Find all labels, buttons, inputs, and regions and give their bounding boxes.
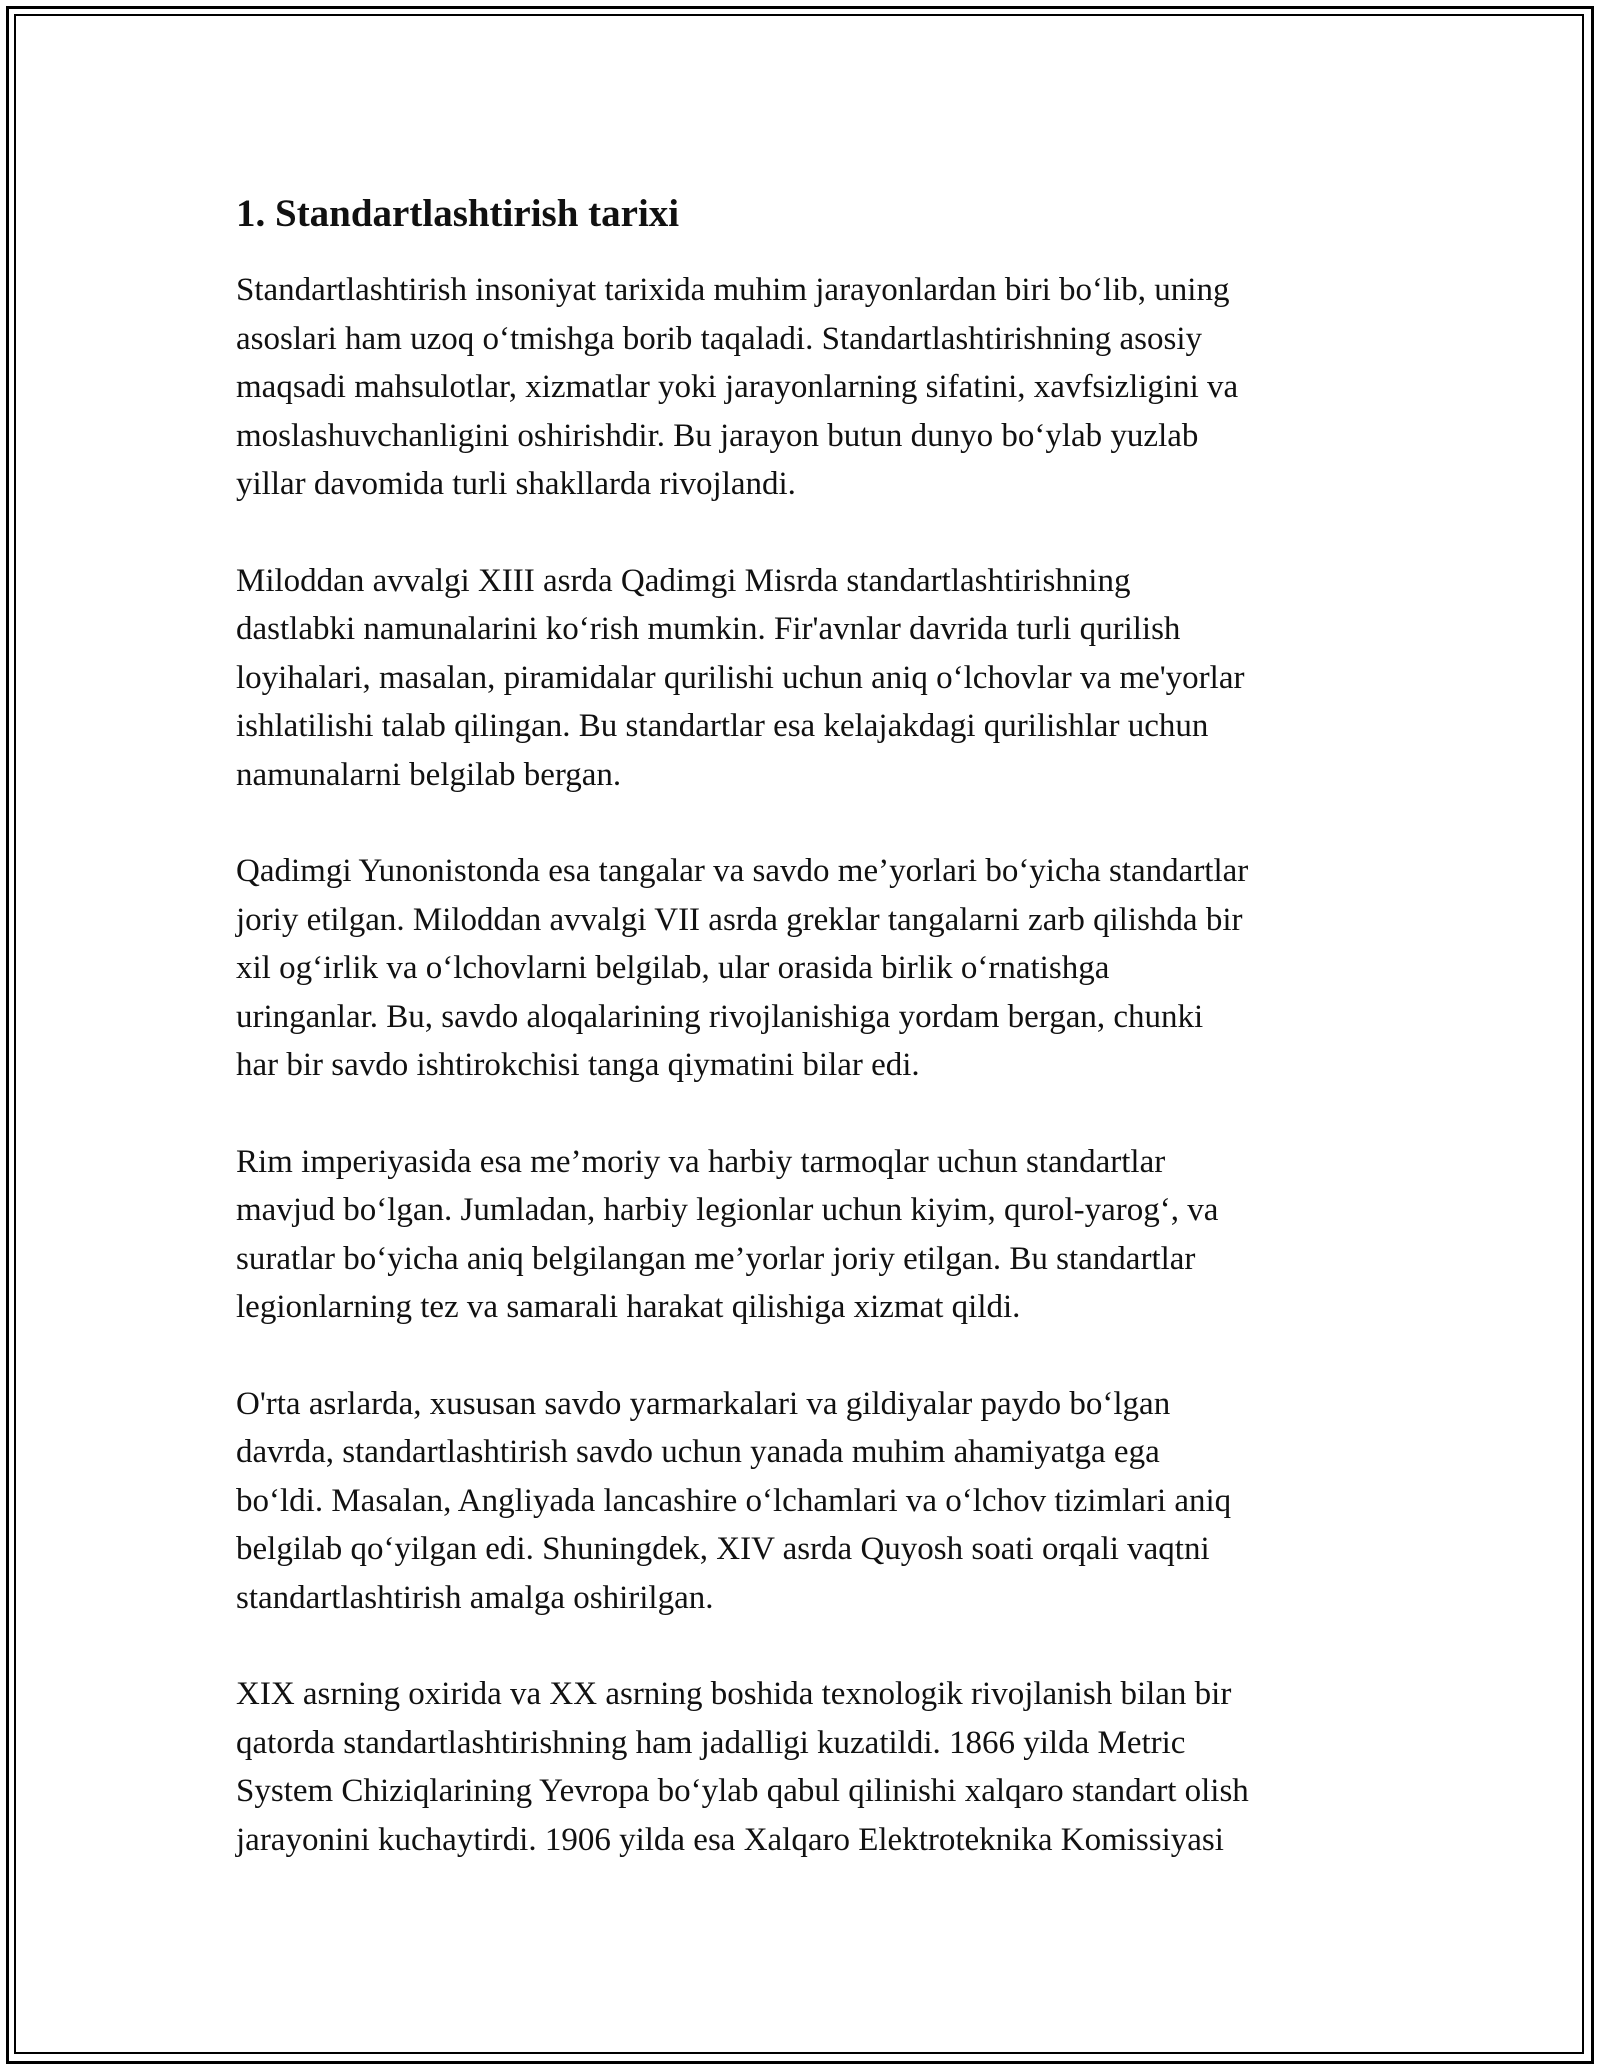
text-line: uringanlar. Bu, savdo aloqalarining rivojlanishiga yordam bergan, chunki — [236, 998, 1204, 1035]
text-line: ishlatilishi talab qilingan. Bu standartlar esa kelajakdagi qurilishlar uchun — [236, 708, 1209, 744]
text-line: moslashuvchanligini oshirishdir. Bu jarayon butun dunyo bo‘ylab yuzlab — [236, 417, 1199, 454]
text-line: jarayonini kuchaytirdi. 1906 yilda esa Xalqaro Elektroteknika Komissiyasi — [236, 1821, 1224, 1858]
text-line: bo‘ldi. Masalan, Angliyada lancashire o‘lchamlari va o‘lchov tizimlari aniq — [236, 1482, 1232, 1519]
paragraph-5 — [236, 1380, 1386, 1623]
document-body — [236, 184, 1386, 1912]
text-line: asoslari ham uzoq o‘tmishga borib taqaladi. Standartlashtirishning asosiy — [236, 320, 1202, 357]
text-line: loyihalari, masalan, piramidalar qurilishi uchun aniq o‘lchovlar va me'yorlar — [236, 659, 1245, 696]
text-line: System Chiziqlarining Yevropa bo‘ylab qabul qilinishi xalqaro standart olish — [236, 1773, 1249, 1809]
text-line: Qadimgi Yunonistonda esa tangalar va savdo me’yorlari bo‘yicha standartlar — [236, 853, 1249, 889]
paragraph-2 — [236, 557, 1386, 800]
text-line: joriy etilgan. Miloddan avvalgi VII asrda greklar tangalarni zarb qilishda bir — [236, 901, 1243, 938]
paragraph-3 — [236, 847, 1386, 1090]
text-line: Miloddan avvalgi XIII asrda Qadimgi Misrda standartlashtirishning — [236, 562, 1131, 599]
text-line: Standartlashtirish insoniyat tarixida muhim jarayonlardan biri bo‘lib, uning — [236, 272, 1230, 308]
text-line: belgilab qo‘yilgan edi. Shuningdek, XIV asrda Quyosh soati orqali vaqtni — [236, 1531, 1210, 1567]
text-line: mavjud bo‘lgan. Jumladan, harbiy legionlar uchun kiyim, qurol-yarog‘, va — [236, 1192, 1219, 1228]
paragraph-1 — [236, 266, 1386, 509]
text-line: O'rta asrlarda, xususan savdo yarmarkalari va gildiyalar paydo bo‘lgan — [236, 1385, 1171, 1422]
text-line: davrda, standartlashtirish savdo uchun yanada muhim ahamiyatga ega — [236, 1434, 1160, 1470]
paragraph-4 — [236, 1138, 1386, 1332]
text-line: standartlashtirish amalga oshirilgan. — [236, 1579, 714, 1616]
text-line: dastlabki namunalarini ko‘rish mumkin. Fir'avnlar davrida turli qurilish — [236, 611, 1181, 647]
text-line: xil og‘irlik va o‘lchovlarni belgilab, ular orasida birlik o‘rnatishga — [236, 950, 1110, 986]
section-heading: 1. Standartlashtirish tarixi — [236, 192, 680, 235]
text-line: yillar davomida turli shakllarda rivojlandi. — [236, 466, 796, 502]
text-line: XIX asrning oxirida va XX asrning boshida texnologik rivojlanish bilan bir — [236, 1676, 1232, 1712]
text-line: maqsadi mahsulotlar, xizmatlar yoki jarayonlarning sifatini, xavfsizligini va — [236, 369, 1239, 405]
text-line: namunalarni belgilab bergan. — [236, 756, 622, 793]
text-line: qatorda standartlashtirishning ham jadalligi kuzatildi. 1866 yilda Metric — [236, 1724, 1186, 1761]
paragraph-6 — [236, 1670, 1386, 1864]
text-line: Rim imperiyasida esa me’moriy va harbiy tarmoqlar uchun standartlar — [236, 1143, 1166, 1180]
text-line: har bir savdo ishtirokchisi tanga qiymatini bilar edi. — [236, 1047, 920, 1083]
text-line: legionlarning tez va samarali harakat qilishiga xizmat qildi. — [236, 1289, 1021, 1325]
text-line: suratlar bo‘yicha aniq belgilangan me’yorlar joriy etilgan. Bu standartlar — [236, 1240, 1196, 1277]
